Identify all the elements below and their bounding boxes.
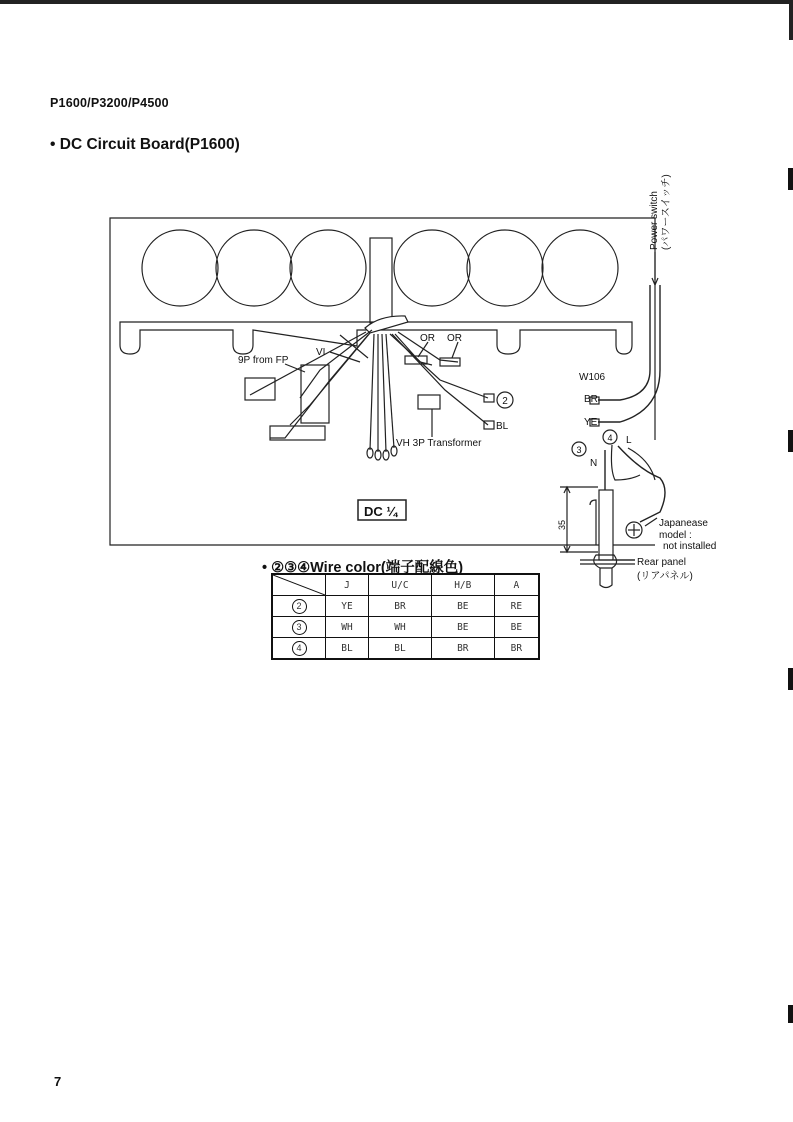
- power-wire-br: [598, 285, 650, 400]
- connector-block: [301, 365, 329, 423]
- label-power-switch: Power switch: [649, 191, 660, 250]
- table-cell: BL: [369, 638, 432, 660]
- leader-or-1: [418, 342, 428, 357]
- table-header: J: [326, 574, 369, 596]
- label-power-switch-jp: (パワースイッチ): [661, 174, 672, 250]
- table-cell: BR: [369, 596, 432, 617]
- table-header-row: [272, 574, 539, 596]
- page-number: 7: [54, 1074, 62, 1089]
- table-row-id: [272, 638, 326, 660]
- table-row-id: [272, 596, 326, 617]
- table-cell: RE: [494, 596, 539, 617]
- table-corner-cell: [272, 574, 326, 596]
- capacitor-3: [290, 230, 366, 306]
- table-cell: YE: [326, 596, 369, 617]
- leader-vi: [330, 352, 360, 362]
- margin-tab: [788, 1005, 793, 1023]
- capacitor-6: [542, 230, 618, 306]
- row-id-text: 4: [292, 641, 307, 656]
- capacitor-1: [142, 230, 218, 306]
- label-br: BR: [584, 394, 598, 405]
- table-cell: WH: [326, 617, 369, 638]
- table-cell: WH: [369, 617, 432, 638]
- label-dc: DC ¼: [364, 504, 398, 519]
- diagonal-line: [273, 575, 325, 595]
- wire: [370, 334, 374, 450]
- wire-color-title: • ②③④Wire color(端子配線色): [262, 560, 464, 576]
- center-channel: [370, 238, 392, 323]
- table-header: H/B: [431, 574, 494, 596]
- label-9p-from-fp: 9P from FP: [238, 355, 289, 366]
- label-rear-panel-jp: (リアパネル): [637, 571, 693, 582]
- cord: [600, 568, 612, 588]
- table-cell: BE: [431, 596, 494, 617]
- section-bullet: •: [50, 136, 56, 153]
- capacitor-5: [467, 230, 543, 306]
- label-4-num: 4: [607, 433, 613, 443]
- leader-or-2: [452, 342, 458, 358]
- wire: [628, 448, 655, 480]
- document-header: P1600/P3200/P4500: [50, 96, 169, 110]
- wire-color-table: [271, 573, 540, 660]
- table-cell: BE: [494, 617, 539, 638]
- label-3-num: 3: [576, 445, 582, 455]
- connector-vh: [418, 395, 440, 409]
- wire: [382, 334, 386, 452]
- label-japanese-2: model :: [659, 530, 692, 541]
- label-2-num: 2: [502, 396, 508, 407]
- table-row: [272, 638, 539, 660]
- row-id-text: 3: [292, 620, 307, 635]
- label-or-2: OR: [447, 333, 462, 344]
- table-header: A: [494, 574, 539, 596]
- label-ye: YE: [584, 417, 598, 428]
- wire: [390, 334, 488, 398]
- table-cell: BR: [494, 638, 539, 660]
- wire: [300, 330, 372, 398]
- table-cell: BE: [431, 617, 494, 638]
- capacitor-2: [216, 230, 292, 306]
- label-vi: VI: [316, 347, 326, 358]
- table-row: [272, 596, 539, 617]
- cord-bushing: [599, 490, 613, 560]
- label-vh-transformer: VH 3P Transformer: [396, 438, 482, 449]
- capacitor-4: [394, 230, 470, 306]
- table-row-id: [272, 617, 326, 638]
- label-l: L: [626, 435, 632, 446]
- label-japanese-3: not installed: [663, 541, 717, 552]
- bushing-left: [590, 500, 596, 545]
- label-dim-35: 35: [557, 519, 567, 531]
- label-japanese-1: Japanease: [659, 518, 708, 529]
- section-title-text: DC Circuit Board(P1600): [59, 136, 240, 153]
- table-header: U/C: [369, 574, 432, 596]
- table-cell: BR: [431, 638, 494, 660]
- label-n: N: [590, 458, 598, 469]
- label-or-1: OR: [420, 333, 435, 344]
- label-bl: BL: [496, 421, 509, 432]
- terminal-2: [484, 394, 494, 402]
- label-w106: W106: [579, 372, 606, 383]
- wire: [386, 334, 394, 448]
- table-cell: BL: [326, 638, 369, 660]
- row-id-text: 2: [292, 599, 307, 614]
- label-rear-panel: Rear panel: [637, 557, 686, 568]
- table-row: [272, 617, 539, 638]
